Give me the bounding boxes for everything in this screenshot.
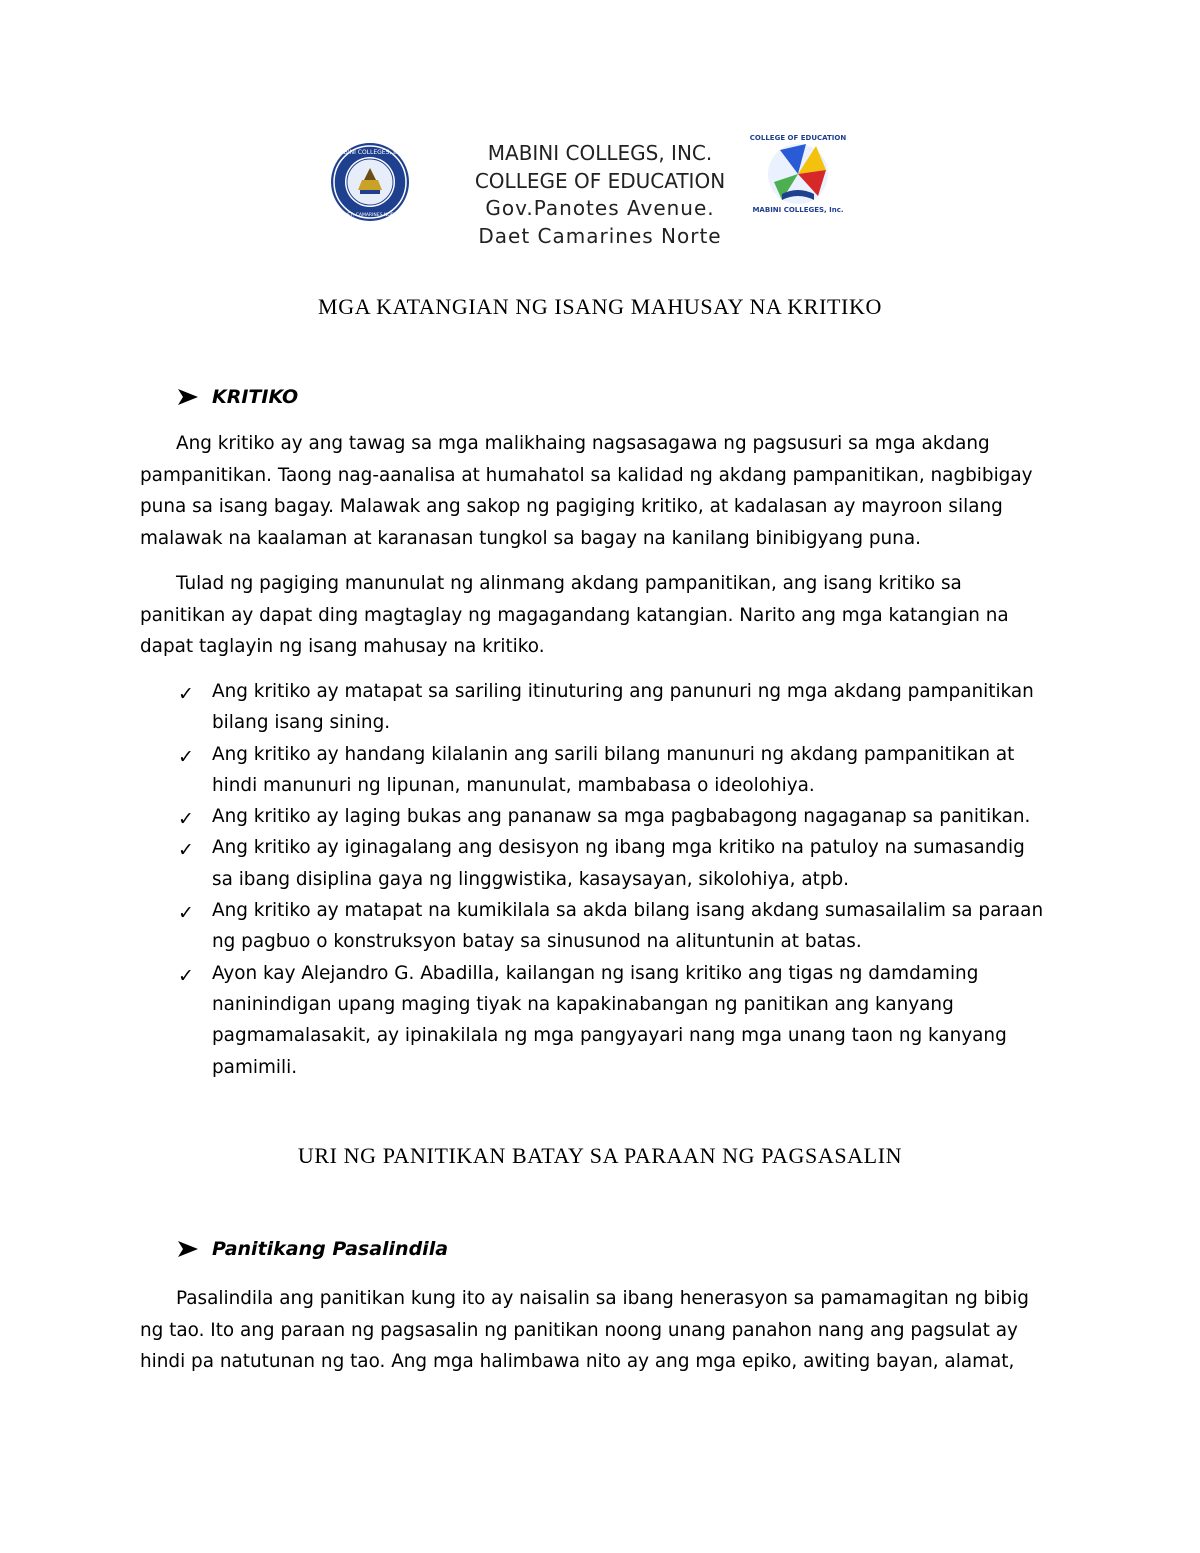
paragraph-line: ng tao. Ito ang paraan ng pagsasalin ng panitikan noong unang panahon nang ang pagsulat ay	[140, 1319, 1018, 1341]
section-title-katangian: MGA KATANGIAN NG ISANG MAHUSAY NA KRITIKO	[318, 294, 882, 319]
paragraph-line: Pasalindila ang panitikan kung ito ay naisalin sa ibang henerasyon sa pamamagitan ng bibig	[176, 1288, 1029, 1309]
heading-text: Panitikang Pasalindila	[212, 1238, 449, 1260]
paragraph-pasalindila	[140, 1283, 1060, 1378]
list-item-line: Ang kritiko ay handang kilalanin ang sarili bilang manunuri ng akdang pampanitikan at	[212, 743, 1015, 765]
list-item	[176, 958, 1076, 1083]
list-item	[176, 739, 1076, 802]
list-item-line: Ang kritiko ay matapat na kumikilala sa akda bilang isang akdang sumasailalim sa paraan	[212, 900, 1044, 922]
checkmark-icon: ✓	[178, 745, 194, 768]
checkmark-icon: ✓	[178, 902, 194, 925]
list-item-line: Ang kritiko ay laging bukas ang pananaw sa mga pagbabagong nagaganap sa panitikan.	[212, 806, 1031, 828]
college-of-education-logo-icon	[749, 130, 847, 222]
list-item-line: hindi manunuri ng lipunan, manunulat, mambabasa o ideolohiya.	[212, 774, 815, 796]
mabini-colleges-seal-icon	[330, 142, 410, 222]
logo-bottom-text: MABINI COLLEGES, Inc.	[752, 206, 844, 214]
list-item-line: Ang kritiko ay matapat sa sariling itinuturing ang panunuri ng mga akdang pampanitikan	[212, 681, 1034, 702]
checkmark-icon: ✓	[178, 683, 194, 705]
header-line-college-name: MABINI COLLEGS, INC.	[487, 141, 713, 165]
list-item-line: ng pagbuo o konstruksyon batay sa sinusunod na alituntunin at batas.	[212, 931, 862, 953]
section-heading-kritiko	[176, 386, 298, 408]
list-item-line: Ayon kay Alejandro G. Abadilla, kailangan ng isang kritiko ang tigas ng damdaming	[212, 962, 979, 984]
header-line-city: Daet Camarines Norte	[478, 223, 722, 248]
paragraph-line: hindi pa natutunan ng tao. Ang mga halimbawa nito ay ang mga epiko, awiting bayan, alamat,	[140, 1351, 1015, 1372]
paragraph-line: panitikan ay dapat ding magtaglay ng magagandang katangian. Narito ang mga katangian na	[140, 604, 1009, 626]
paragraph-line: puna sa isang bagay. Malawak ang sakop ng pagiging kritiko, at kadalasan ay mayroon silang	[140, 496, 1003, 517]
katangian-checklist	[176, 676, 1076, 1083]
arrow-bullet-icon	[176, 387, 200, 407]
list-item	[176, 832, 1076, 895]
logo-top-text: COLLEGE OF EDUCATION	[749, 134, 847, 142]
header-line-street: Gov.Panotes Avenue.	[485, 196, 715, 220]
list-item-line: Ang kritiko ay iginagalang ang desisyon ng ibang mga kritiko na patuloy na sumasandig	[212, 837, 1025, 859]
list-item	[176, 801, 1076, 832]
list-item-line: naninindigan upang maging tiyak na kapakinabangan ng panitikan ang kanyang	[212, 993, 954, 1015]
paragraph-kritiko-definition	[140, 428, 1060, 554]
seal-bottom-text: DAET, CAMARINES NORTE	[340, 213, 400, 218]
seal-top-text: MABINI COLLEGES, INC.	[334, 149, 406, 156]
paragraph-line: pampanitikan. Taong nag-aanalisa at humahatol sa kalidad ng akdang pampanitikan, nagbibigay	[140, 464, 1033, 486]
paragraph-katangian-intro	[140, 568, 1060, 663]
list-item-line: pamimili.	[212, 1056, 298, 1078]
checkmark-icon: ✓	[178, 839, 194, 862]
list-item-line: pagmamalasakit, ay ipinakilala ng mga pangyayari nang mga unang taon ng kanyang	[212, 1025, 1007, 1047]
header-line-department: COLLEGE OF EDUCATION	[474, 168, 726, 193]
paragraph-line: Tulad ng pagiging manunulat ng alinmang akdang pampanitikan, ang isang kritiko sa	[176, 573, 962, 594]
list-item-line: sa ibang disiplina gaya ng linggwistika, kasaysayan, sikolohiya, atpb.	[212, 868, 850, 890]
paragraph-line: Ang kritiko ay ang tawag sa mga malikhaing nagsasagawa ng pagsusuri sa mga akdang	[176, 433, 990, 454]
checkmark-icon: ✓	[178, 964, 194, 987]
list-item	[176, 676, 1076, 739]
arrow-bullet-icon	[176, 1239, 200, 1259]
section-heading-pasalindila	[176, 1238, 448, 1260]
list-item	[176, 895, 1076, 958]
paragraph-line: malawak na kaalaman at karanasan tungkol sa bagay na kanilang binibigyang puna.	[140, 527, 921, 549]
heading-text: KRITIKO	[212, 386, 299, 408]
college-header	[440, 140, 760, 250]
checkmark-icon: ✓	[178, 808, 194, 831]
section-title-uri-ng-panitikan: URI NG PANITIKAN BATAY SA PARAAN NG PAGSASALIN	[297, 1143, 903, 1168]
paragraph-line: dapat taglayin ng isang mahusay na kritiko.	[140, 636, 545, 657]
list-item-line: bilang isang sining.	[212, 712, 391, 734]
